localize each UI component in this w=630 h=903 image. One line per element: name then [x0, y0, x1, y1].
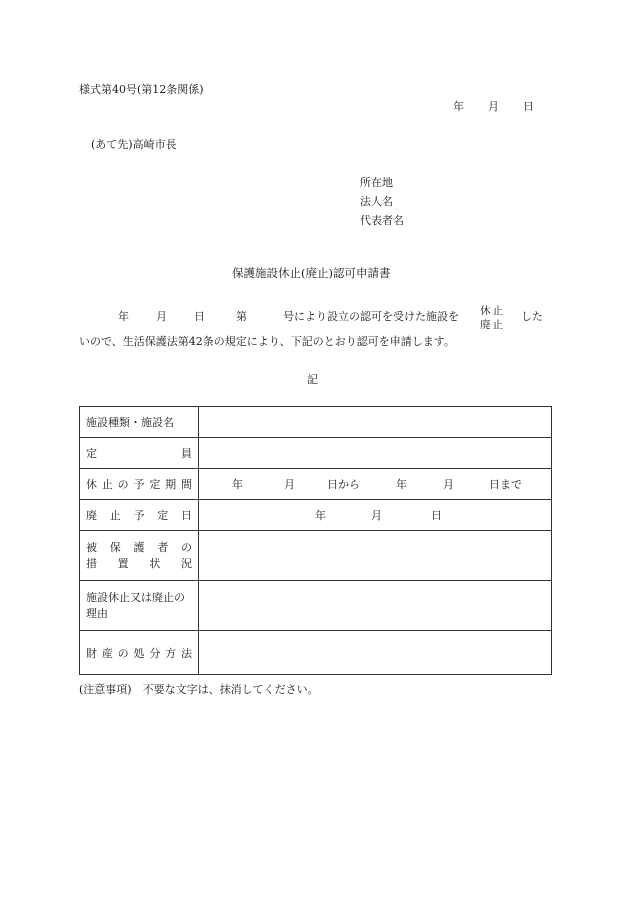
planned-period-label: 休 止 の 予 定 期 間	[80, 469, 199, 500]
table-row	[80, 581, 552, 631]
date-day: 日	[523, 100, 534, 113]
body-dai: 第	[236, 310, 247, 323]
table-row	[80, 531, 552, 581]
table-row	[80, 631, 552, 675]
planned-period-value[interactable]	[199, 469, 552, 500]
body-month: 月	[156, 310, 167, 323]
facility-label: 施設種類・施設名	[80, 407, 199, 438]
facility-value[interactable]	[199, 407, 552, 438]
period-day-2: 日まで	[489, 478, 522, 491]
capacity-value[interactable]	[199, 438, 552, 469]
period-year-2: 年	[396, 478, 407, 491]
application-table	[79, 406, 552, 675]
table-row	[80, 500, 552, 531]
period-day-1: 日から	[327, 478, 360, 491]
property-disposal-value[interactable]	[199, 631, 552, 675]
ki-heading: 記	[307, 373, 318, 386]
date-month: 月	[488, 100, 499, 113]
note: (注意事項) 不要な文字は、抹消してください。	[79, 683, 319, 696]
table-row	[80, 407, 552, 438]
choice-suspend: 休止	[480, 305, 505, 317]
body-phrase: 号により設立の認可を受けた施設を	[283, 310, 459, 323]
suspend-abolish-choice	[480, 304, 505, 332]
body-year: 年	[118, 310, 129, 323]
date-header	[453, 101, 534, 112]
representative-label: 代表者名	[360, 214, 404, 227]
address-label: 所在地	[360, 176, 393, 189]
abolition-date-label: 廃 止 予 定 日	[80, 500, 199, 531]
body-day: 日	[194, 310, 205, 323]
form-number: 様式第40号(第12条関係)	[79, 83, 204, 96]
table-row	[80, 438, 552, 469]
abolition-year: 年	[315, 509, 326, 522]
reason-label: 施設休止又は廃止の 理由	[80, 581, 199, 631]
abolition-month: 月	[371, 509, 382, 522]
body-shita: した	[521, 310, 543, 323]
body-line-1	[118, 311, 459, 322]
body-line-2: いので、生活保護法第42条の規定により、下記のとおり認可を申請します。	[79, 335, 455, 348]
abolition-day: 日	[431, 509, 442, 522]
capacity-label: 定 員	[80, 438, 199, 469]
protected-persons-label: 被 保 護 者 の 措 置 状 況	[80, 531, 199, 581]
period-year-1: 年	[232, 478, 243, 491]
period-month-1: 月	[284, 478, 295, 491]
protected-persons-value[interactable]	[199, 531, 552, 581]
corp-name-label: 法人名	[360, 195, 393, 208]
choice-abolish: 廃止	[480, 319, 505, 331]
applicant-block	[360, 177, 404, 234]
page-title: 保護施設休止(廃止)認可申請書	[232, 266, 391, 280]
property-disposal-label: 財 産 の 処 分 方 法	[80, 631, 199, 675]
abolition-date-value[interactable]	[199, 500, 552, 531]
period-month-2: 月	[443, 478, 454, 491]
addressee: (あて先)高崎市長	[91, 138, 177, 151]
date-year: 年	[453, 100, 464, 113]
reason-value[interactable]	[199, 581, 552, 631]
table-row	[80, 469, 552, 500]
